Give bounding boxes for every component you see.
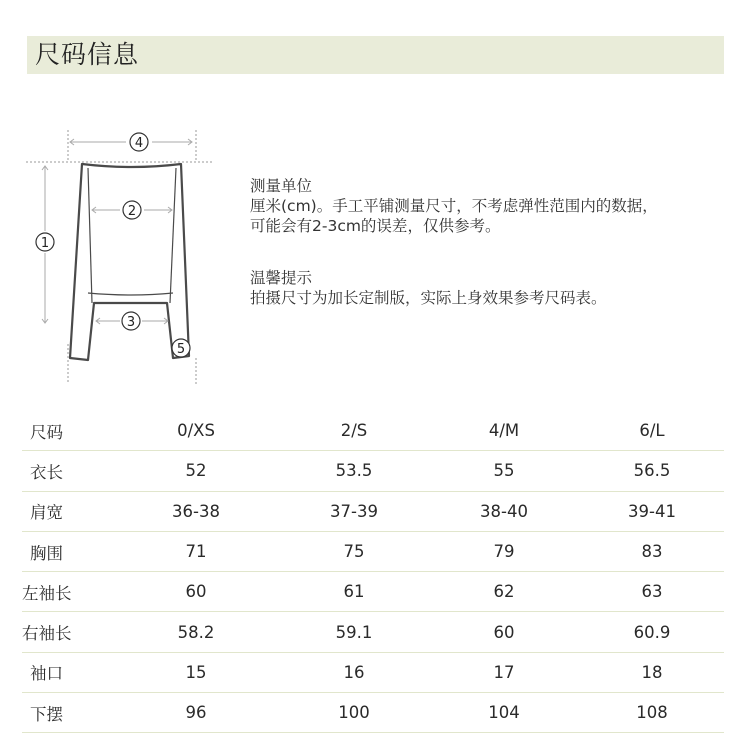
table-cell: 79 — [428, 531, 580, 571]
table-row — [22, 572, 724, 612]
table-cell: 61 — [280, 572, 428, 612]
section-title: 尺码信息 — [35, 40, 140, 69]
table-cell: 17 — [428, 652, 580, 692]
table-cell: 55 — [428, 451, 580, 491]
tip-heading: 温馨提示 — [250, 269, 313, 287]
table-cell: 59.1 — [280, 612, 428, 652]
svg-text:3: 3 — [126, 315, 136, 330]
section-title-bar — [27, 36, 724, 74]
table-cell: 56.5 — [580, 451, 724, 491]
row-label: 右袖长 — [22, 612, 112, 652]
row-label: 下摆 — [22, 693, 112, 733]
table-cell: 96 — [112, 693, 280, 733]
table-cell: 39-41 — [580, 491, 724, 531]
table-cell: 60 — [428, 612, 580, 652]
table-cell: 75 — [280, 531, 428, 571]
table-cell: 36-38 — [112, 491, 280, 531]
marker-3 — [122, 312, 140, 330]
row-label: 肩宽 — [22, 491, 112, 531]
table-cell: 60.9 — [580, 612, 724, 652]
table-cell: 108 — [580, 693, 724, 733]
table-cell: 83 — [580, 531, 724, 571]
unit-heading: 测量单位 — [250, 177, 313, 195]
table-row — [22, 652, 724, 692]
measurement-notes — [250, 176, 730, 308]
table-row — [22, 693, 724, 733]
row-label: 左袖长 — [22, 572, 112, 612]
row-label: 袖口 — [22, 652, 112, 692]
tip-line-1: 拍摄尺寸为加长定制版，实际上身效果参考尺码表。 — [250, 289, 607, 307]
svg-text:1: 1 — [40, 236, 50, 251]
garment-outline — [70, 164, 189, 360]
table-cell: 37-39 — [280, 491, 428, 531]
table-cell: 18 — [580, 652, 724, 692]
marker-5 — [172, 339, 190, 357]
table-cell: 63 — [580, 572, 724, 612]
size-table — [22, 411, 724, 733]
table-cell: 15 — [112, 652, 280, 692]
row-label: 胸围 — [22, 531, 112, 571]
unit-line-1: 厘米(cm)。手工平铺测量尺寸，不考虑弹性范围内的数据， — [250, 197, 658, 215]
table-row — [22, 612, 724, 652]
unit-line-2: 可能会有2-3cm的误差，仅供参考。 — [250, 217, 501, 235]
table-cell: 58.2 — [112, 612, 280, 652]
table-header-row — [22, 411, 724, 451]
table-cell: 16 — [280, 652, 428, 692]
header-cell-size: 2/S — [280, 411, 428, 451]
table-cell: 52 — [112, 451, 280, 491]
header-cell-label: 尺码 — [22, 411, 112, 451]
table-row — [22, 451, 724, 491]
marker-4 — [130, 133, 148, 151]
table-cell: 53.5 — [280, 451, 428, 491]
svg-text:2: 2 — [127, 204, 137, 219]
table-cell: 60 — [112, 572, 280, 612]
table-cell: 100 — [280, 693, 428, 733]
marker-1 — [36, 233, 54, 251]
table-cell: 62 — [428, 572, 580, 612]
table-cell: 71 — [112, 531, 280, 571]
table-row — [22, 531, 724, 571]
garment-measurement-diagram — [22, 128, 222, 390]
svg-text:4: 4 — [134, 136, 144, 151]
row-label: 衣长 — [22, 451, 112, 491]
svg-text:5: 5 — [176, 342, 186, 357]
header-cell-size: 6/L — [580, 411, 724, 451]
table-cell: 38-40 — [428, 491, 580, 531]
header-cell-size: 4/M — [428, 411, 580, 451]
header-cell-size: 0/XS — [112, 411, 280, 451]
table-cell: 104 — [428, 693, 580, 733]
notes-spacer — [250, 236, 730, 268]
table-row — [22, 491, 724, 531]
marker-2 — [123, 201, 141, 219]
